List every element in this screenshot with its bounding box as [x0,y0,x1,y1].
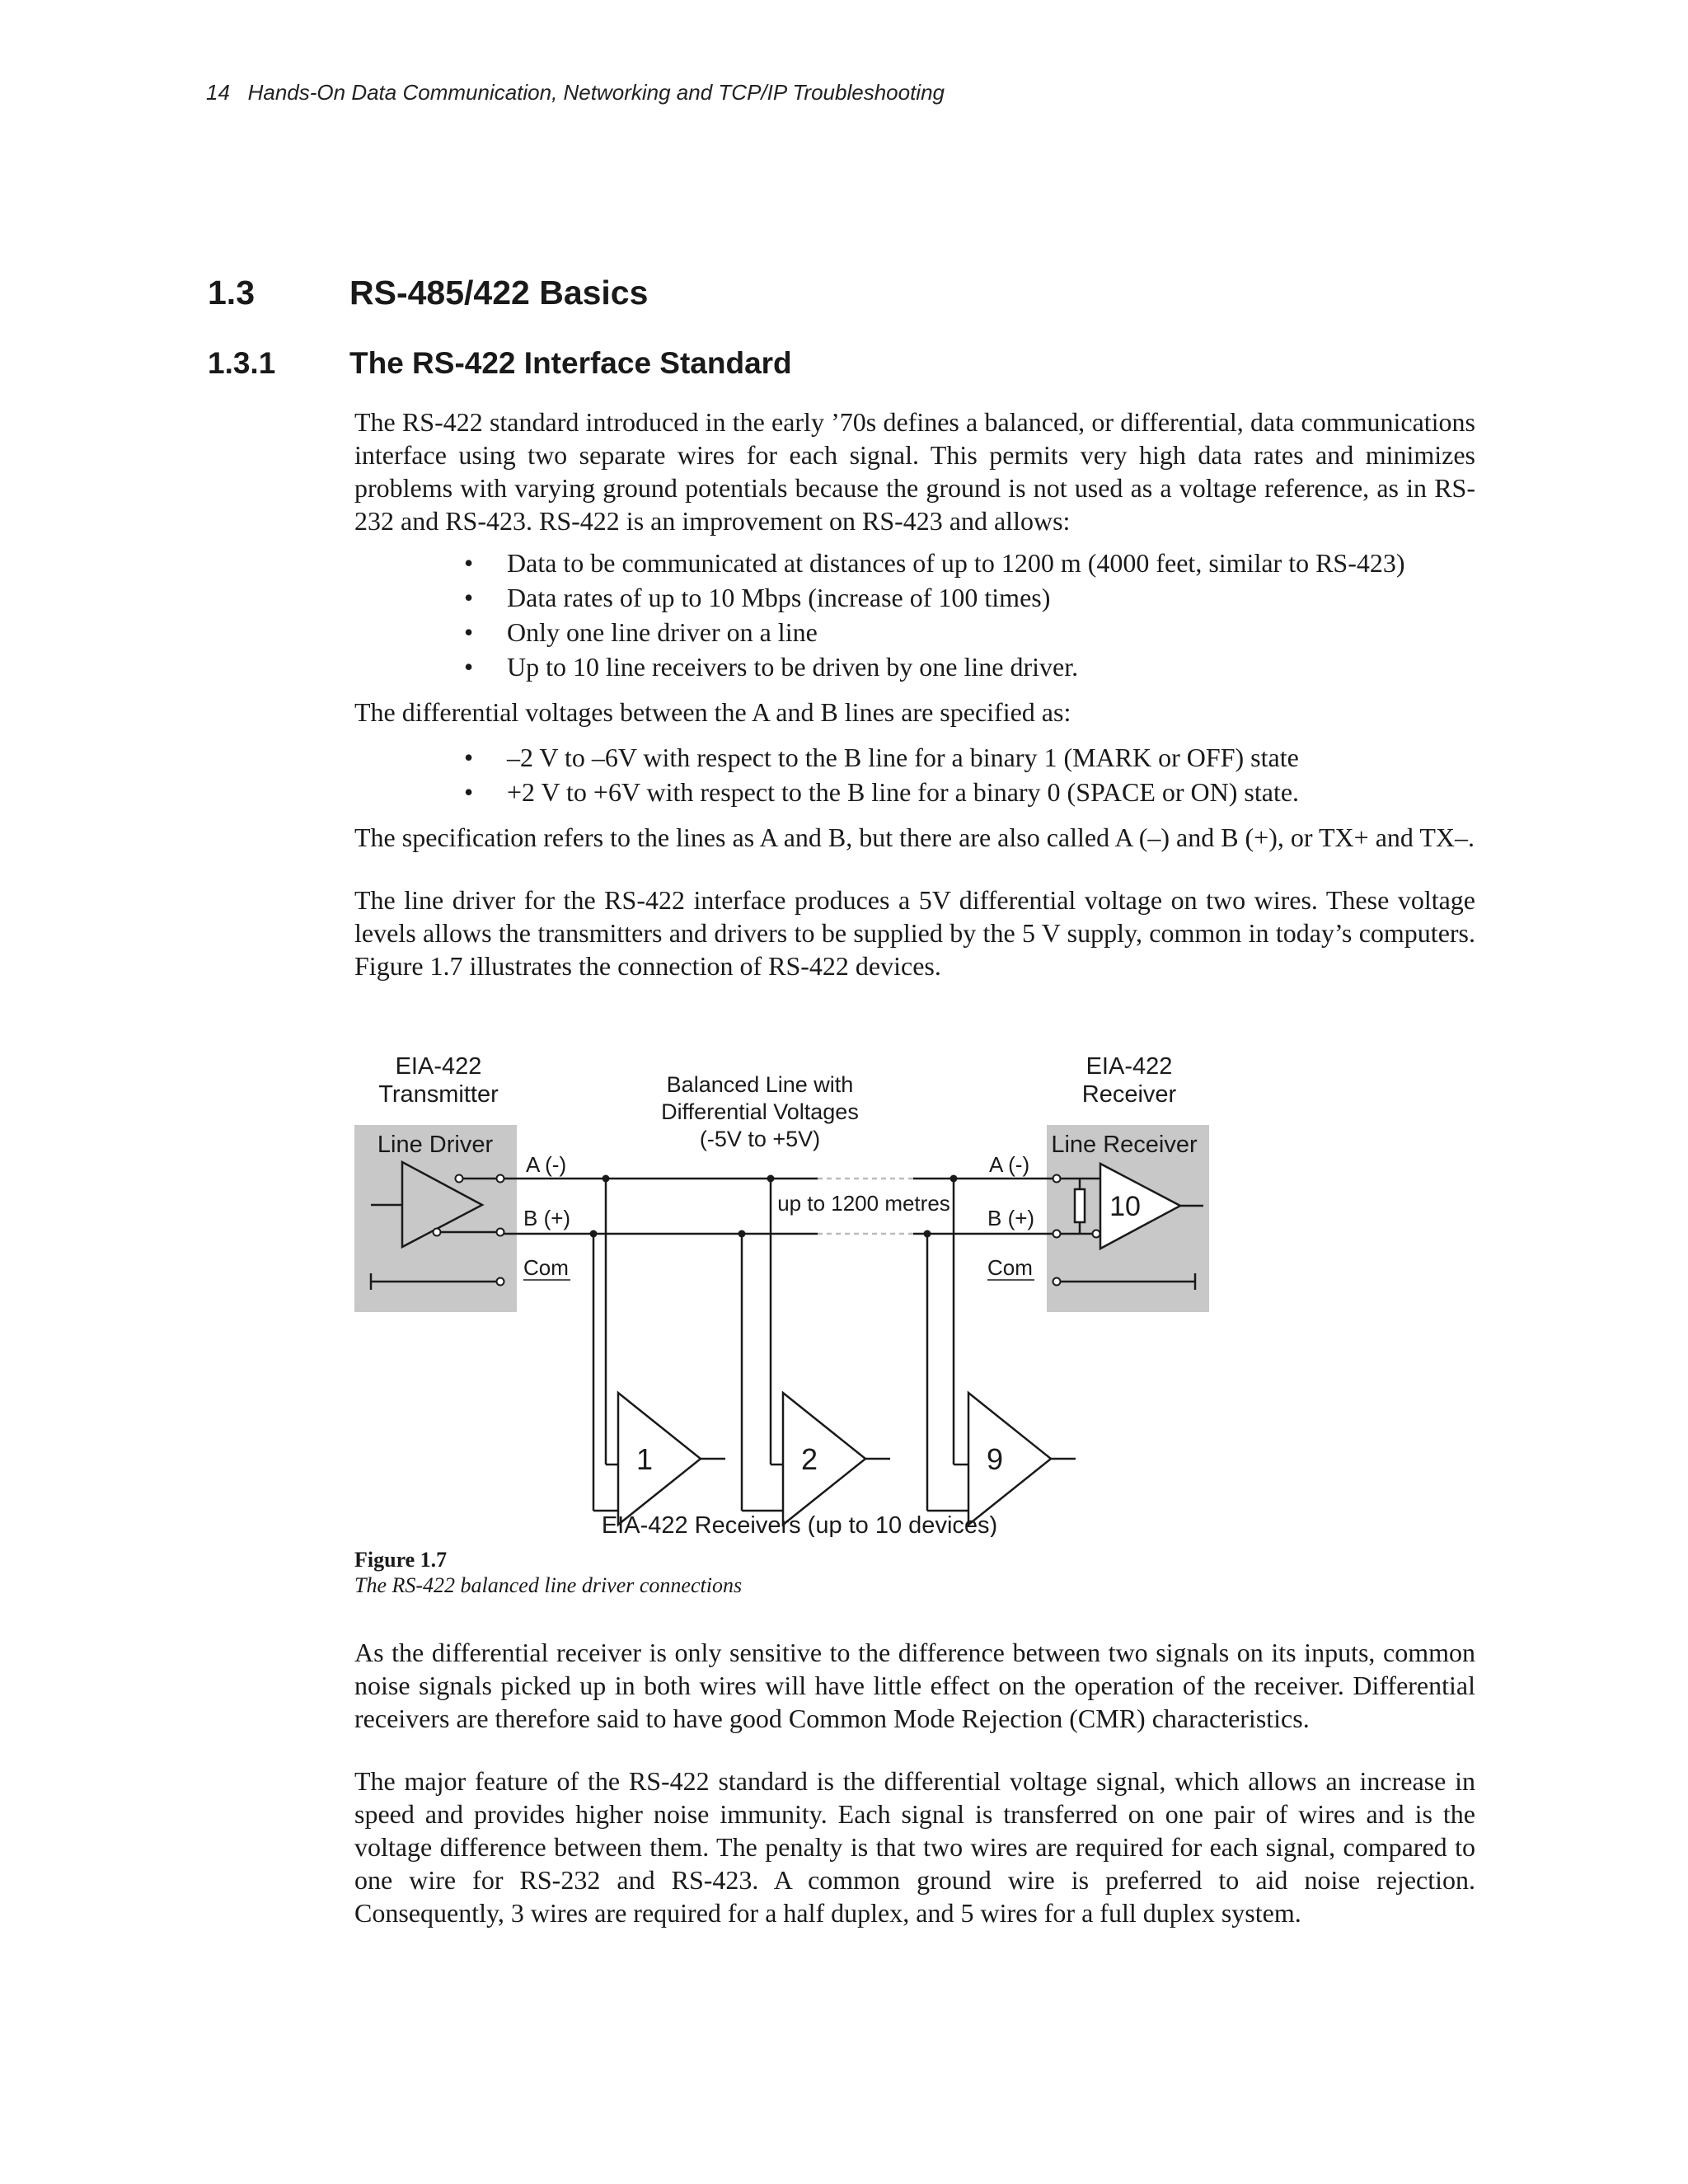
receiver-9-triangle [968,1393,1051,1525]
receiver-title-1: EIA-422 [1085,1053,1173,1080]
subsection-title: The RS-422 Interface Standard [349,346,792,380]
paragraph-voltages: The differential voltages between the A and B lines are specified as: [354,697,1071,727]
section-title: RS-485/422 Basics [349,274,649,312]
driver-pin-com: Com [523,1255,569,1280]
page-number: 14 [206,80,230,105]
receivers-caption: EIA-422 Receivers (up to 10 devices) [601,1512,998,1537]
line-title-1: Balanced Line with [666,1072,854,1097]
receiver-1-triangle [618,1393,701,1525]
list-item: • Data to be communicated at distances of up to 1200 m (4000 feet, similar to RS-423) [354,546,1475,580]
receiver-10-number: 10 [1109,1191,1141,1222]
list-item: • +2 V to +6V with respect to the B line for a binary 0 (SPACE or ON) state. [354,775,1475,809]
bullet-icon: • [464,652,474,682]
section-heading [208,274,648,312]
receiver-9-number: 9 [986,1442,1004,1476]
transmitter-title-1: EIA-422 [395,1053,482,1080]
list-item: • Data rates of up to 10 Mbps (increase of 100 times) [354,580,1475,615]
bullet-icon: • [464,743,474,772]
list-item: • Up to 10 line receivers to be driven by one line driver. [354,649,1475,684]
termination-resistor [1075,1189,1085,1222]
line-title-2: Differential Voltages [661,1099,859,1124]
paragraph-intro: The RS-422 standard introduced in the early ’70s defines a balanced, or differential, data communications interface using two separate wires for each signal. This permits very high data rates and minimizes problems with varying ground potentials because the ground is not used as a voltage reference, as in RS-232 and RS-423. RS-422 is an improvement on RS-423 and allows: [354,407,1475,536]
distance-label: up to 1200 metres [777,1191,950,1216]
receiver-2-triangle [783,1393,865,1525]
body-block-2 [354,1636,1475,1929]
rs422-connection-diagram [346,1043,1253,1537]
receiver-2-number: 2 [800,1442,818,1476]
body-block-1 [354,405,1475,982]
bullet-icon: • [464,548,474,578]
driver-pin-b: B (+) [523,1206,571,1230]
line-title-3: (-5V to +5V) [699,1127,821,1151]
bullet-icon: • [464,777,474,807]
paragraph-cmr: As the differential receiver is only sensitive to the difference between two signals on its inputs, common noise signals picked up in both wires will have little effect on the operation of the receiver. Differential receivers are therefore said to have good Common Mode Rejection (CMR) characteristics. [354,1638,1475,1733]
paragraph-line-names: The specification refers to the lines as A and B, but there are also called A (–) and B (+), or TX+ and TX–. [354,823,1475,852]
book-title: Hands-On Data Communication, Networking and TCP/IP Troubleshooting [247,80,945,105]
line-driver-label: Line Driver [377,1132,494,1158]
transmitter-title-2: Transmitter [378,1081,499,1108]
bullet-list-capabilities [354,546,1475,684]
list-item: • –2 V to –6V with respect to the B line for a binary 1 (MARK or OFF) state [354,740,1475,775]
receiver-1-number: 1 [635,1442,654,1476]
subsection-heading [208,346,792,381]
bullet-icon: • [464,617,474,647]
subsection-number: 1.3.1 [208,346,276,380]
line-receiver-label: Line Receiver [1051,1132,1198,1158]
bullet-icon: • [464,583,474,612]
running-header [206,80,945,105]
driver-pin-a: A (-) [526,1152,567,1177]
figure-caption: The RS-422 balanced line driver connections [354,1573,743,1597]
receiver-pin-a: A (-) [989,1152,1030,1177]
list-item: • Only one line driver on a line [354,615,1475,649]
section-number: 1.3 [208,274,255,312]
paragraph-major-feature: The major feature of the RS-422 standard is the differential voltage signal, which allows an increase in speed and provides higher noise immunity. Each signal is transferred on one pair of wires and is the voltage difference between them. The penalty is that two wires are required for each signal, compared to one wire for RS-232 and RS-423. A common ground wire is preferred to aid noise rejection. Consequently, 3 wires are required for a half duplex, and 5 wires for a full duplex system. [354,1766,1475,1928]
paragraph-line-driver: The line driver for the RS-422 interface produces a 5V differential voltage on two wires. These voltage levels allows the transmitters and drivers to be supplied by the 5 V supply, common in today’s computers. Figure 1.7 illustrates the connection of RS-422 devices. [354,885,1475,981]
receiver-pin-b: B (+) [987,1206,1035,1230]
receiver-title-2: Receiver [1081,1081,1177,1108]
receiver-pin-com: Com [987,1255,1033,1280]
figure-label: Figure 1.7 [354,1548,448,1572]
bullet-list-voltages [354,740,1475,809]
